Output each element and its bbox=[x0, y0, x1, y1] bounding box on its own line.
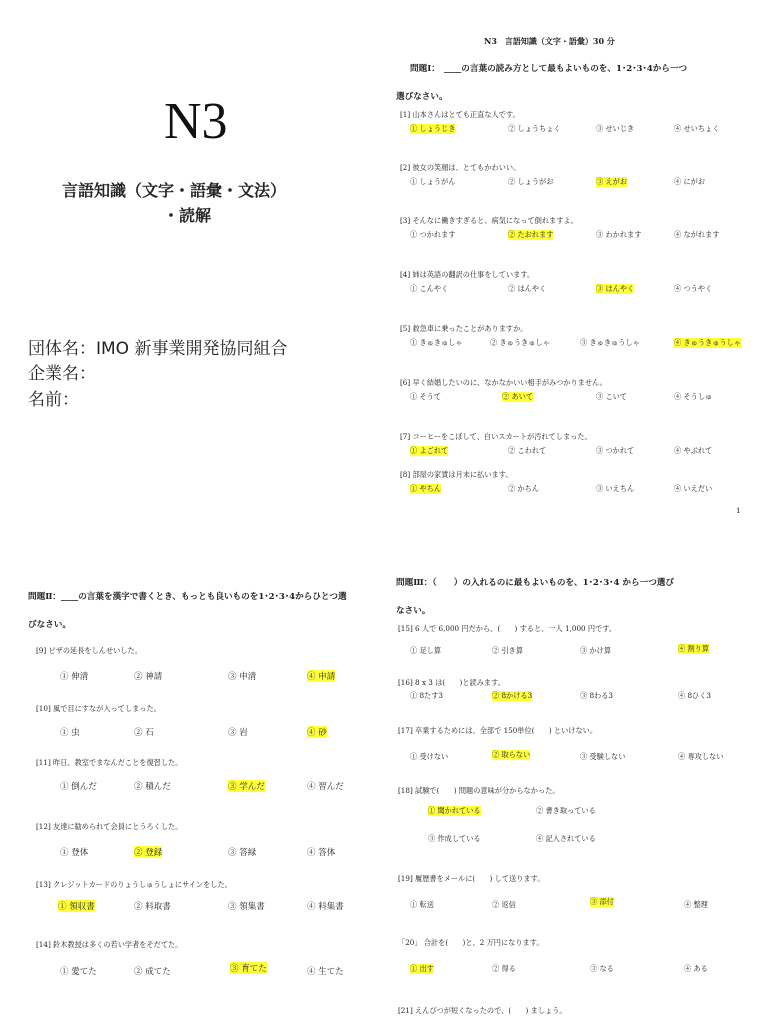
option-6-1[interactable]: ① そうて bbox=[410, 392, 442, 401]
option-9-2[interactable]: ② 神請 bbox=[134, 672, 163, 682]
option-6-2[interactable]: ② あいて bbox=[502, 392, 534, 401]
option-19-4[interactable]: ④ 整理 bbox=[684, 900, 708, 909]
option-3-2[interactable]: ② たおれます bbox=[508, 230, 554, 239]
question-17: [17] 卒業するためには、全部で 150単位( ) といけない。 bbox=[398, 726, 598, 735]
question-10: [10] 風で目にすなが入ってしまった。 bbox=[36, 704, 161, 713]
option-15-4[interactable]: ④ 割り算 bbox=[678, 644, 710, 653]
option-10-1[interactable]: ① 虫 bbox=[60, 728, 80, 738]
option-14-1[interactable]: ① 愛てた bbox=[60, 967, 97, 977]
option-13-4[interactable]: ④ 料集書 bbox=[307, 902, 344, 912]
page-1 bbox=[384, 0, 768, 520]
question-11: [11] 昨日、教室でまなんだことを復習した。 bbox=[36, 758, 183, 767]
question-8: [8] 部屋の家賃は月末に払います。 bbox=[400, 470, 513, 479]
instruction-line-1: 問題Ⅱ：____の言葉を漢字で書くとき、もっとも良いものを1･2･3･4からひとつ選 bbox=[28, 592, 347, 602]
option-18-1[interactable]: ① 聞かれている bbox=[428, 806, 481, 815]
option-10-4[interactable]: ④ 砂 bbox=[307, 728, 327, 738]
option-15-2[interactable]: ② 引き算 bbox=[492, 646, 524, 655]
cover-subtitle-line1: 言語知識（文字・語彙・文法） bbox=[62, 181, 287, 200]
option-7-4[interactable]: ④ やぶれて bbox=[674, 446, 713, 455]
option-17-4[interactable]: ④ 専攻しない bbox=[678, 752, 724, 761]
option-11-1[interactable]: ① 倒んだ bbox=[60, 782, 97, 792]
page-3 bbox=[384, 566, 768, 1024]
page-2 bbox=[0, 566, 384, 1024]
option-15-1[interactable]: ① 足し算 bbox=[410, 646, 442, 655]
question-19: [19] 履歴書をメールに( ) して送ります。 bbox=[398, 874, 545, 883]
instruction-line-1: 問題Ⅰ： ____の言葉の読み方として最もよいものを、1･2･3･4から一つ bbox=[410, 64, 688, 74]
instruction-line-2: 選びなさい。 bbox=[396, 92, 448, 102]
option-12-4[interactable]: ④ 答体 bbox=[307, 848, 336, 858]
option-15-3[interactable]: ③ かけ算 bbox=[580, 646, 612, 655]
cover-page bbox=[0, 0, 380, 520]
option-14-4[interactable]: ④ 生てた bbox=[307, 967, 344, 977]
option-3-3[interactable]: ③ わかれます bbox=[596, 230, 642, 239]
option-8-1[interactable]: ① やちん bbox=[410, 484, 442, 493]
option-18-2[interactable]: ② 書き取っている bbox=[536, 806, 596, 815]
option-4-1[interactable]: ① こんやく bbox=[410, 284, 449, 293]
option-2-1[interactable]: ① しょうがん bbox=[410, 177, 456, 186]
instruction-line-2: びなさい。 bbox=[28, 620, 71, 630]
page-header: N3 言語知識（文字・語彙）30 分 bbox=[484, 36, 615, 46]
option-20-3[interactable]: ③ なる bbox=[590, 964, 614, 973]
option-18-3[interactable]: ③ 作成している bbox=[428, 834, 481, 843]
option-16-2[interactable]: ② 8かける3 bbox=[492, 691, 533, 700]
question-9: [9] ビザの延長をしんせいした。 bbox=[36, 646, 142, 655]
option-9-4[interactable]: ④ 申請 bbox=[307, 672, 336, 682]
option-8-4[interactable]: ④ いえだい bbox=[674, 484, 713, 493]
option-16-4[interactable]: ④ 8ひく3 bbox=[678, 691, 711, 700]
option-19-2[interactable]: ② 返信 bbox=[492, 900, 516, 909]
question-14: [14] 鈴木教授は多くの若い学者をそだてた。 bbox=[36, 940, 183, 949]
option-7-2[interactable]: ② こわれて bbox=[508, 446, 547, 455]
option-11-3[interactable]: ③ 学んだ bbox=[228, 782, 265, 792]
option-1-1[interactable]: ① しょうじき bbox=[410, 124, 456, 133]
cover-title: N3 bbox=[164, 93, 228, 150]
question-15: [15] 6 人で 6,000 円だから、( ) すると、一人 1,000 円です。 bbox=[398, 624, 617, 633]
option-13-3[interactable]: ③ 領集書 bbox=[228, 902, 265, 912]
option-6-4[interactable]: ④ そうしゅ bbox=[674, 392, 713, 401]
option-18-4[interactable]: ④ 記入されている bbox=[536, 834, 596, 843]
option-16-1[interactable]: ① 8たす3 bbox=[410, 691, 443, 700]
option-17-1[interactable]: ① 受けない bbox=[410, 752, 449, 761]
option-6-3[interactable]: ③ こいて bbox=[596, 392, 628, 401]
option-20-1[interactable]: ① 出す bbox=[410, 964, 434, 973]
option-12-3[interactable]: ③ 答緑 bbox=[228, 848, 257, 858]
option-8-2[interactable]: ② かちん bbox=[508, 484, 540, 493]
option-7-3[interactable]: ③ つかれて bbox=[596, 446, 635, 455]
option-13-1[interactable]: ① 領収書 bbox=[58, 902, 95, 912]
instruction-line-1: 問題Ⅲ：（ ）の入れるのに最もよいものを、1･2･3･4 から一つ選び bbox=[396, 578, 674, 588]
option-4-2[interactable]: ② はんやく bbox=[508, 284, 547, 293]
option-2-2[interactable]: ② しょうがお bbox=[508, 177, 554, 186]
question-20: 「20」 合計を( )と、2 万円になります。 bbox=[398, 938, 544, 947]
option-8-3[interactable]: ③ いえちん bbox=[596, 484, 635, 493]
question-18: [18] 試験で( ) 問題の意味が分からなかった。 bbox=[398, 786, 560, 795]
option-9-3[interactable]: ③ 申清 bbox=[228, 672, 257, 682]
option-7-1[interactable]: ① よごれて bbox=[410, 446, 449, 455]
question-3: [3] そんなに働きすぎると、病気になって倒れますよ。 bbox=[400, 216, 578, 225]
cover-subtitle-line2: ・読解 bbox=[163, 206, 212, 225]
option-3-1[interactable]: ① つかれます bbox=[410, 230, 456, 239]
question-21: [21] えんぴつが短くなったので、( ) ましょう。 bbox=[398, 1006, 567, 1015]
option-2-3[interactable]: ③ えがお bbox=[596, 177, 628, 186]
option-4-3[interactable]: ③ ほんやく bbox=[596, 284, 635, 293]
page-number: 1 bbox=[736, 506, 741, 515]
question-7: [7] コーヒーをこぼして、白いスカートが汚れてしまった。 bbox=[400, 432, 592, 441]
question-6: [6] 早く結婚したいのに、なかなかいい相手がみつかりません。 bbox=[400, 378, 607, 387]
option-2-4[interactable]: ④ にがお bbox=[674, 177, 706, 186]
question-12: [12] 友達に勧められて会員にとうろくした。 bbox=[36, 822, 183, 831]
organization-field: 団体名：IMO 新事業開発協同組合 bbox=[28, 339, 288, 359]
option-10-3[interactable]: ③ 岩 bbox=[228, 728, 248, 738]
option-12-1[interactable]: ① 登体 bbox=[60, 848, 89, 858]
option-17-2[interactable]: ② 取らない bbox=[492, 750, 531, 759]
option-14-2[interactable]: ② 成てた bbox=[134, 967, 171, 977]
option-19-1[interactable]: ① 転送 bbox=[410, 900, 434, 909]
option-11-2[interactable]: ② 積んだ bbox=[134, 782, 171, 792]
question-2: [2] 彼女の笑顔は、とてもかわいい。 bbox=[400, 163, 521, 172]
company-field: 企業名： bbox=[28, 364, 96, 384]
option-5-1[interactable]: ① きゅきゅしゃ bbox=[410, 338, 463, 347]
option-5-4[interactable]: ④ きゅうきゅうしゃ bbox=[674, 338, 741, 347]
option-14-3[interactable]: ③ 育てた bbox=[230, 964, 267, 974]
instruction-line-2: なさい。 bbox=[396, 606, 431, 616]
option-13-2[interactable]: ② 料取書 bbox=[134, 902, 171, 912]
question-1: [1] 山本さんはとても正直な人です。 bbox=[400, 110, 520, 119]
option-9-1[interactable]: ① 伸清 bbox=[60, 672, 89, 682]
option-3-4[interactable]: ④ ながれます bbox=[674, 230, 720, 239]
option-19-3[interactable]: ③ 添付 bbox=[590, 897, 614, 906]
option-1-2[interactable]: ② しょうちょく bbox=[508, 124, 561, 133]
option-20-2[interactable]: ② 得る bbox=[492, 964, 516, 973]
option-11-4[interactable]: ④ 習んだ bbox=[307, 782, 344, 792]
option-5-2[interactable]: ② きゅうきゅしゃ bbox=[490, 338, 550, 347]
option-12-2[interactable]: ② 登録 bbox=[134, 848, 163, 858]
name-field: 名前： bbox=[28, 390, 79, 410]
question-5: [5] 救急車に乗ったことがありますか。 bbox=[400, 324, 528, 333]
option-16-3[interactable]: ③ 8わる3 bbox=[580, 691, 613, 700]
option-20-4[interactable]: ④ ある bbox=[684, 964, 708, 973]
option-1-4[interactable]: ④ せいちょく bbox=[674, 124, 720, 133]
question-4: [4] 姉は英語の翻訳の仕事をしています。 bbox=[400, 270, 535, 279]
question-16: [16] 8 x 3 は( )と読みます。 bbox=[398, 678, 505, 687]
option-4-4[interactable]: ④ つうやく bbox=[674, 284, 713, 293]
option-1-3[interactable]: ③ せいじき bbox=[596, 124, 635, 133]
option-17-3[interactable]: ③ 受験しない bbox=[580, 752, 626, 761]
question-13: [13] クレジットカードのりょうしゅうしょにサインをした。 bbox=[36, 880, 232, 889]
option-10-2[interactable]: ② 石 bbox=[134, 728, 154, 738]
option-5-3[interactable]: ③ きゅきゅうしゃ bbox=[580, 338, 640, 347]
